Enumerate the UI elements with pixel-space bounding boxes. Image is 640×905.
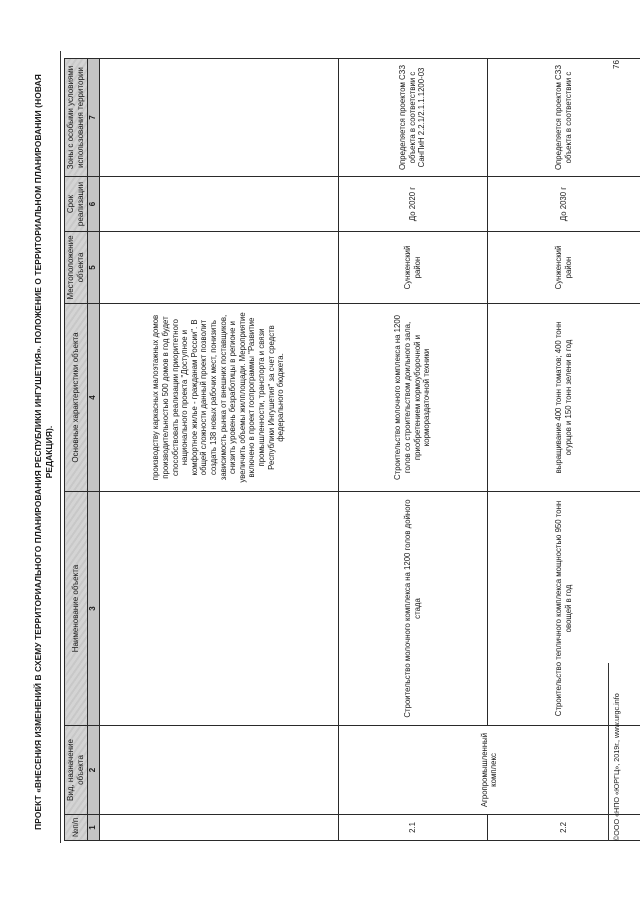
header-cell: Основные характеристики объекта <box>65 304 88 492</box>
object-deadline <box>99 177 338 232</box>
header-cell: №п/п <box>65 815 88 841</box>
footer-rule <box>608 663 609 841</box>
header-cell: Зоны с особыми условиями использования территории <box>65 59 88 177</box>
header-cell: Наименование объекта <box>65 492 88 726</box>
column-number: 2 <box>87 726 99 815</box>
row-number: 2.1 <box>338 815 487 841</box>
object-characteristics: Строительство молочного комплекса на 1200 голов со строительством доильного зала, приобретением кормоуборочной и кормораздаточной техники <box>338 304 487 492</box>
column-number: 5 <box>87 232 99 304</box>
object-zone-conditions: Определяется проектом СЗЗ объекта в соответствии с <box>487 59 640 177</box>
table-row <box>99 59 338 841</box>
object-characteristics: выращивание 400 тонн томатов; 400 тонн огурцов и 150 тонн зелени в год <box>487 304 640 492</box>
object-characteristics: производству каркасных малоэтажных домов производительностью 500 домов в год будет способствовать реализации приоритетного национального проекта "Доступное и комфортное жилье - гражданам России". В общей сложности данный проект позволит создать 138 новых рабочих мест, понизить зависимость рынка от внешних поставщиков, снизить уровень безработицы в регионе и увеличить объемы жилплощади. Мероприятие включено в проект госпрограммы "Развитие промышленности, транспорта и связи Республики Ингушетия" за счет средств федерального бюджета. <box>99 304 338 492</box>
object-zone-conditions: Определяется проектом СЗЗ объекта в соответствии с СанПиН 2.2.1/2.1.1.1200-03 <box>338 59 487 177</box>
object-deadline: До 2020 г <box>338 177 487 232</box>
header-cell: Срок реализации <box>65 177 88 232</box>
object-deadline: До 2030 г <box>487 177 640 232</box>
table-row <box>338 59 487 841</box>
object-name: Строительство тепличного комплекса мощностью 950 тонн овощей в год <box>487 492 640 726</box>
column-number: 3 <box>87 492 99 726</box>
document-title: ПРОЕКТ «ВНЕСЕНИЯ ИЗМЕНЕНИЙ В СХЕМУ ТЕРРИТОРИАЛЬНОГО ПЛАНИРОВАНИЯ РЕСПУБЛИКИ ИНГУШЕТИЯ». ПОЛОЖЕНИЕ О ТЕРРИТОРИАЛЬНОМ ПЛАНИРОВАНИИ (НОВАЯ РЕДАКЦИЯ). <box>33 74 54 830</box>
object-location: Сунженский район <box>338 232 487 304</box>
header-cell: Вид, назначение объекта <box>65 726 88 815</box>
title-underline <box>60 51 61 843</box>
column-number: 6 <box>87 177 99 232</box>
footer-copyright: ©ООО «НПО «ЮРГЦ», 2019г., www.urgc.info <box>612 693 621 841</box>
row-number <box>99 815 338 841</box>
object-location <box>99 232 338 304</box>
object-type <box>99 726 338 815</box>
object-zone-conditions <box>99 59 338 177</box>
object-type: Агропромышленный комплекс <box>338 726 640 815</box>
column-number: 4 <box>87 304 99 492</box>
page-number: 76 <box>612 60 621 69</box>
objects-table <box>64 58 640 841</box>
object-name <box>99 492 338 726</box>
row-number: 2.2 <box>487 815 640 841</box>
header-cell: Местоположение объекта <box>65 232 88 304</box>
object-location: Сунженский район <box>487 232 640 304</box>
object-name: Строительство молочного комплекса на 1200 голов дойного стада <box>338 492 487 726</box>
column-number: 7 <box>87 59 99 177</box>
column-number-row <box>87 59 99 841</box>
table-header-row <box>65 59 88 841</box>
column-number: 1 <box>87 815 99 841</box>
